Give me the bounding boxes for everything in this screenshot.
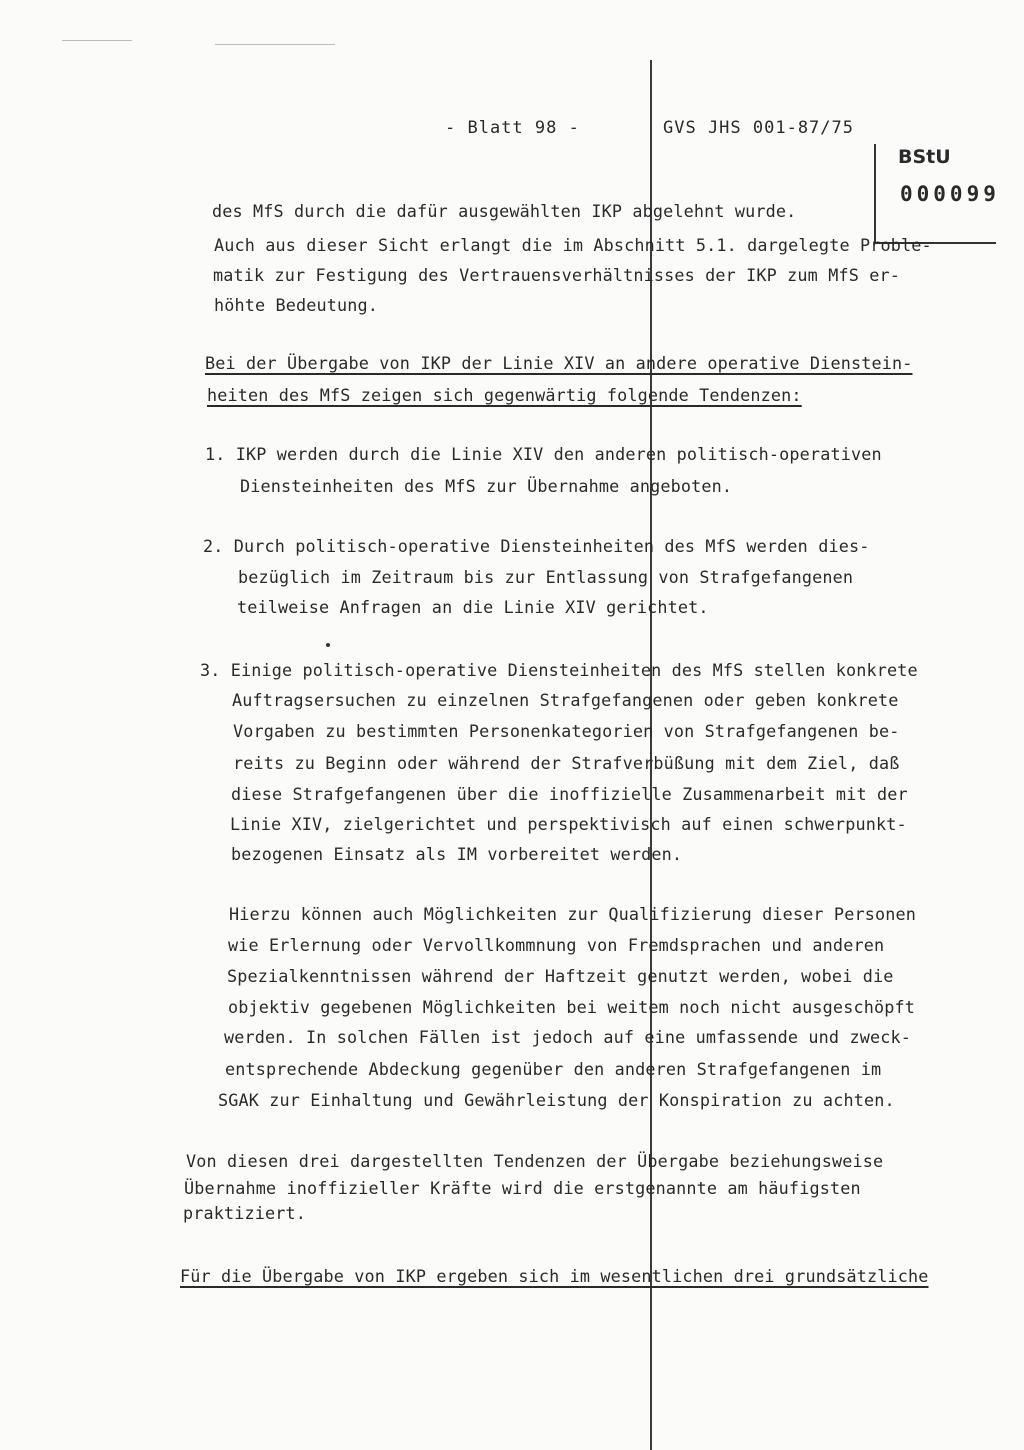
paragraph-line: SGAK zur Einhaltung und Gewährleistung der Konspiration zu achten. bbox=[218, 1090, 895, 1110]
stamp-number: 000099 bbox=[900, 182, 1000, 206]
section-heading-line: heiten des MfS zeigen sich gegenwärtig folgende Tendenzen: bbox=[207, 385, 802, 405]
paragraph-line: praktiziert. bbox=[183, 1203, 307, 1223]
page-number: - Blatt 98 - bbox=[445, 118, 580, 138]
text-line: des MfS durch die dafür ausgewählten IKP abgelehnt wurde. bbox=[212, 201, 797, 221]
list-item-line: Auftragsersuchen zu einzelnen Strafgefangenen oder geben konkrete bbox=[232, 690, 899, 710]
paragraph-line: objektiv gegebenen Möglichkeiten bei weitem noch nicht ausgeschöpft bbox=[228, 997, 915, 1017]
paragraph-line: werden. In solchen Fällen ist jedoch auf eine umfassende und zweck- bbox=[224, 1027, 911, 1047]
list-item-line: 2. Durch politisch-operative Diensteinheiten des MfS werden dies- bbox=[203, 536, 870, 556]
section-heading-line: Für die Übergabe von IKP ergeben sich im wesentlichen drei grundsätzliche bbox=[180, 1266, 929, 1286]
list-item-line: diese Strafgefangenen über die inoffizielle Zusammenarbeit mit der bbox=[231, 784, 908, 804]
list-item-line: Diensteinheiten des MfS zur Übernahme angeboten. bbox=[240, 476, 733, 496]
archive-stamp bbox=[874, 144, 1000, 244]
list-item-line: Linie XIV, zielgerichtet und perspektivisch auf einen schwerpunkt- bbox=[230, 814, 907, 834]
list-item-line: reits zu Beginn oder während der Strafverbüßung mit dem Ziel, daß bbox=[233, 753, 900, 773]
paragraph-line: Übernahme inoffizieller Kräfte wird die erstgenannte am häufigsten bbox=[184, 1178, 861, 1198]
paragraph-line: Hierzu können auch Möglichkeiten zur Qualifizierung dieser Personen bbox=[229, 904, 916, 924]
ink-dot bbox=[326, 643, 330, 647]
list-item-line: bezogenen Einsatz als IM vorbereitet werden. bbox=[231, 844, 683, 864]
document-reference: GVS JHS 001-87/75 bbox=[663, 118, 854, 138]
text-line: matik zur Festigung des Vertrauensverhältnisses der IKP zum MfS er- bbox=[213, 265, 900, 285]
list-item-line: bezüglich im Zeitraum bis zur Entlassung von Strafgefangenen bbox=[238, 567, 854, 587]
stamp-label: BStU bbox=[898, 146, 951, 168]
list-item-line: 3. Einige politisch-operative Diensteinheiten des MfS stellen konkrete bbox=[200, 660, 918, 680]
paragraph-line: wie Erlernung oder Vervollkommnung von Fremdsprachen und anderen bbox=[228, 935, 885, 955]
list-item-line: teilweise Anfragen an die Linie XIV gerichtet. bbox=[237, 597, 709, 617]
paragraph-line: Von diesen drei dargestellten Tendenzen der Übergabe beziehungsweise bbox=[186, 1151, 884, 1171]
text-line: höhte Bedeutung. bbox=[214, 295, 379, 315]
list-item-line: 1. IKP werden durch die Linie XIV den anderen politisch-operativen bbox=[205, 444, 882, 464]
section-heading-line: Bei der Übergabe von IKP der Linie XIV an andere operative Dienstein- bbox=[205, 353, 913, 373]
scan-smudge bbox=[215, 44, 335, 45]
scan-smudge bbox=[62, 40, 132, 41]
paragraph-line: Spezialkenntnissen während der Haftzeit genutzt werden, wobei die bbox=[227, 966, 894, 986]
paragraph-line: entsprechende Abdeckung gegenüber den anderen Strafgefangenen im bbox=[225, 1059, 882, 1079]
text-line: Auch aus dieser Sicht erlangt die im Abschnitt 5.1. dargelegte Proble- bbox=[214, 235, 932, 255]
list-item-line: Vorgaben zu bestimmten Personenkategorien von Strafgefangenen be- bbox=[233, 721, 900, 741]
